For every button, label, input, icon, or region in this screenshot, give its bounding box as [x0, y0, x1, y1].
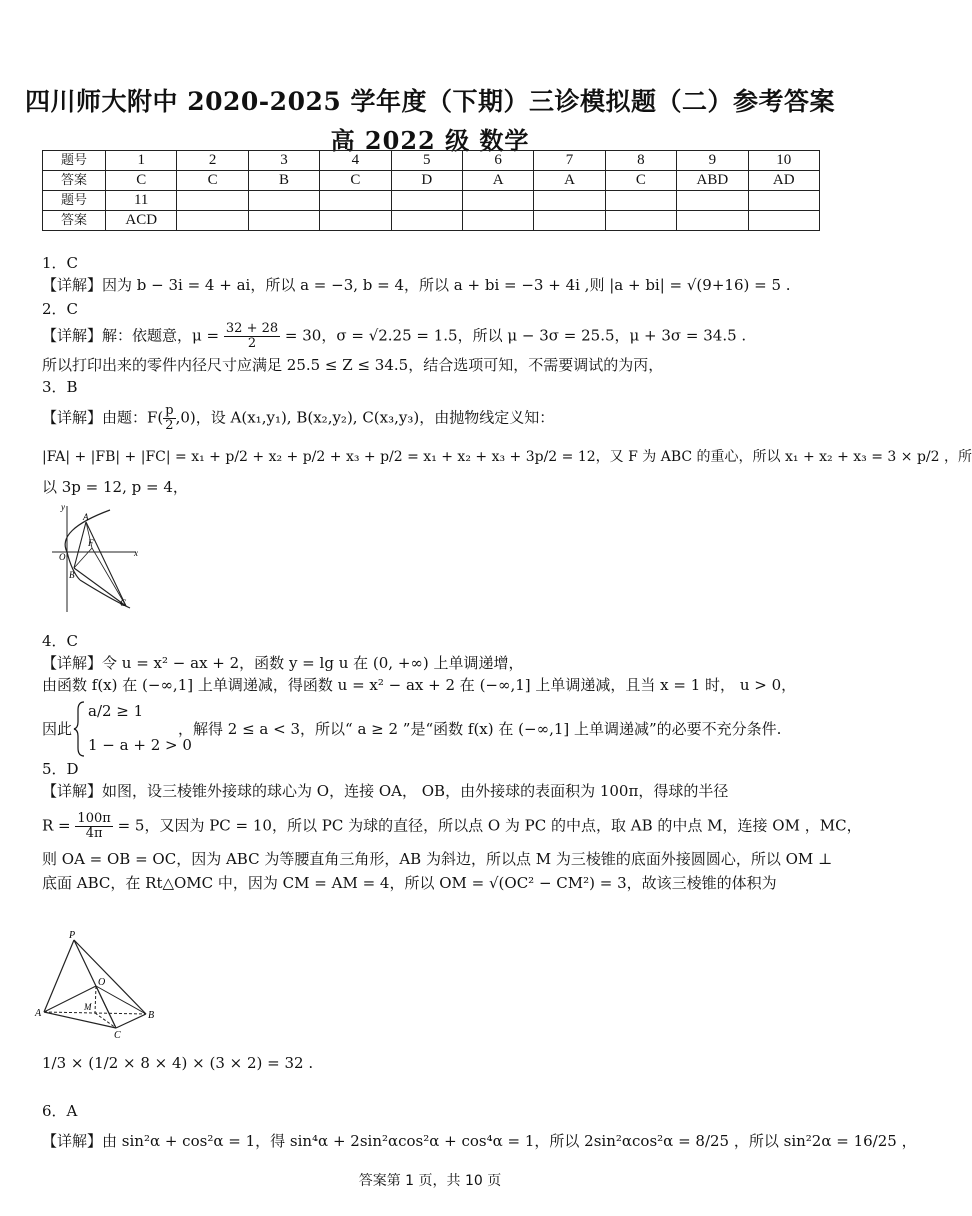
- page-title: 四川师大附中 2020-2025 学年度（下期）三诊模拟题（二）参考答案: [25, 87, 835, 116]
- q4-line1: 令 u = x² − ax + 2，函数 y = lg u 在 (0, +∞) 上单调递增，: [102, 654, 524, 672]
- q5-fig-label-b: B: [148, 1010, 155, 1021]
- answer-cell: [391, 211, 462, 231]
- q2-tag: 【详解】: [42, 326, 103, 345]
- answer-cell: B: [248, 171, 319, 191]
- q5-line1: 如图，设三棱锥外接球的球心为 O，连接 OA， OB，由外接球的表面积为 100π，得球的半径: [102, 782, 729, 800]
- q2-explanation: [42, 322, 746, 351]
- answer-table-row: [43, 211, 820, 231]
- q4-explanation: [42, 652, 524, 674]
- q3-fig-label-o: O: [59, 552, 66, 562]
- q6-heading: 6．A: [42, 1102, 78, 1120]
- answer-cell: [177, 211, 248, 231]
- q5-frac-num: 100π: [77, 811, 111, 826]
- answer-cell: C: [605, 171, 676, 191]
- question-number-cell: 11: [106, 191, 177, 211]
- answer-cell: AD: [748, 171, 819, 191]
- q4-cond1: a/2 ≥ 1: [88, 702, 144, 720]
- q3-fig-label-x: x: [134, 548, 138, 558]
- q5-fig-label-m: M: [84, 1002, 92, 1012]
- q5-pyramid-figure: [34, 928, 164, 1040]
- answer-table-row: [43, 191, 820, 211]
- q6-explanation: [42, 1130, 917, 1152]
- q2-frac-num: 32 + 28: [225, 321, 279, 336]
- q5-fig-label-c: C: [114, 1030, 121, 1041]
- question-number-cell: [677, 191, 748, 211]
- q4-tag: 【详解】: [42, 654, 103, 672]
- q5-fig-label-o: O: [98, 977, 106, 988]
- q2-line1a: 解：依题意，μ =: [102, 326, 220, 345]
- answer-cell: [462, 211, 533, 231]
- answer-cell: [320, 211, 391, 231]
- q3-fig-label-a: A: [83, 512, 89, 522]
- answer-cell: [677, 211, 748, 231]
- q5-line2a: R =: [42, 816, 71, 835]
- answer-table-row: [43, 171, 820, 191]
- answer-cell: C: [106, 171, 177, 191]
- q4-heading: 4．C: [42, 632, 79, 650]
- answer-cell: [605, 211, 676, 231]
- q1-line1: 因为 b − 3i = 4 + ai，所以 a = −3, b = 4，所以 a + bi = −3 + 4i ,则 |a + bi| = √(9+16) = 5 .: [102, 276, 791, 294]
- q5-line5: 1/3 × (1/2 × 8 × 4) × (3 × 2) = 32 .: [42, 1054, 314, 1072]
- q5-fig-label-a: A: [35, 1008, 42, 1019]
- question-number-cell: [391, 191, 462, 211]
- question-number-cell: 5: [391, 151, 462, 171]
- q2-line1b: = 30，σ = √2.25 = 1.5，所以 μ − 3σ = 25.5，μ + 3σ = 34.5 .: [284, 326, 747, 345]
- q5-heading: 5．D: [42, 760, 79, 778]
- q4-line2: 由函数 f(x) 在 (−∞,1] 上单调递减，得函数 u = x² − ax + 2 在 (−∞,1] 上单调递减，且当 x = 1 时， u > 0，: [42, 676, 797, 694]
- question-number-cell: 6: [462, 151, 533, 171]
- question-number-cell: [320, 191, 391, 211]
- q1-tag: 【详解】: [42, 276, 103, 294]
- question-number-cell: [748, 191, 819, 211]
- row-header-answer: 答案: [43, 211, 106, 231]
- q2-fraction: [224, 322, 280, 351]
- question-number-cell: 1: [106, 151, 177, 171]
- q3-fig-label-y: y: [61, 502, 65, 512]
- page-footer: 答案第 1 页，共 10 页: [358, 1173, 502, 1189]
- q3-fig-label-b: B: [69, 570, 75, 580]
- q3-line2: |FA| + |FB| + |FC| = x₁ + p/2 + x₂ + p/2 + x₃ + p/2 = x₁ + x₂ + x₃ + 3p/2 = 12，又 F 为 ABC 的重心，所以 x₁ + x₂ + x₃ = 3 × p/2 ，所: [42, 449, 972, 465]
- q3-frac-num: p: [165, 403, 174, 418]
- answer-cell: ABD: [677, 171, 748, 191]
- q5-tag: 【详解】: [42, 782, 103, 800]
- question-number-cell: [605, 191, 676, 211]
- q2-line2: 所以打印出来的零件内径尺寸应满足 25.5 ≤ Z ≤ 34.5，结合选项可知，不需要调试的为丙，: [42, 356, 664, 374]
- answer-cell: ACD: [106, 211, 177, 231]
- q4-cond2: 1 − a + 2 > 0: [88, 736, 192, 754]
- q2-heading: 2．C: [42, 300, 79, 318]
- answer-table-row: [43, 151, 820, 171]
- question-number-cell: [462, 191, 533, 211]
- q3-heading: 3．B: [42, 378, 78, 396]
- q6-tag: 【详解】: [42, 1132, 103, 1150]
- row-header-answer: 答案: [43, 171, 106, 191]
- q3-parabola-figure: [52, 500, 152, 618]
- q4-line3-lead: 因此: [42, 720, 73, 738]
- question-number-cell: 8: [605, 151, 676, 171]
- q5-frac-den: 4π: [85, 826, 103, 841]
- q3-line1a: 由题：F(: [102, 408, 164, 427]
- q3-line3: 以 3p = 12, p = 4，: [42, 478, 188, 496]
- q5-fraction: [75, 812, 112, 841]
- question-number-cell: 4: [320, 151, 391, 171]
- question-number-cell: 2: [177, 151, 248, 171]
- question-number-cell: 10: [748, 151, 819, 171]
- q5-line2: [42, 812, 862, 841]
- q3-frac-den: 2: [165, 418, 174, 433]
- q3-fig-label-c: C: [120, 598, 127, 608]
- answer-cell: D: [391, 171, 462, 191]
- q3-fig-label-f: F: [88, 538, 94, 548]
- question-number-cell: [177, 191, 248, 211]
- question-number-cell: [248, 191, 319, 211]
- page-subtitle: 高 2022 级 数学: [330, 126, 530, 155]
- answer-cell: [248, 211, 319, 231]
- row-header-question-number: 题号: [43, 151, 106, 171]
- q5-fig-label-p: P: [69, 930, 76, 941]
- question-number-cell: 9: [677, 151, 748, 171]
- q5-line3: 则 OA = OB = OC，因为 ABC 为等腰直角三角形，AB 为斜边，所以点 M 为三棱锥的底面外接圆圆心，所以 OM ⊥: [42, 850, 833, 868]
- row-header-question-number: 题号: [43, 191, 106, 211]
- answer-cell: C: [320, 171, 391, 191]
- q1-heading: 1．C: [42, 254, 79, 272]
- q1-explanation: [42, 274, 791, 296]
- q4-brace: [74, 700, 86, 758]
- q5-explanation: [42, 780, 728, 802]
- answer-cell: [748, 211, 819, 231]
- answer-cell: [534, 211, 605, 231]
- q4-line3-result: ，解得 2 ≤ a < 3，所以“ a ≥ 2 ”是“函数 f(x) 在 (−∞,1] 上单调递减”的必要不充分条件.: [178, 720, 782, 738]
- q3-fraction: [163, 404, 175, 433]
- q5-line4: 底面 ABC，在 Rt△OMC 中，因为 CM = AM = 4，所以 OM = √(OC² − CM²) = 3，故该三棱锥的体积为: [42, 874, 777, 892]
- answer-cell: C: [177, 171, 248, 191]
- answer-table: [42, 150, 820, 231]
- answer-cell: A: [534, 171, 605, 191]
- answer-cell: A: [462, 171, 533, 191]
- question-number-cell: 7: [534, 151, 605, 171]
- q2-frac-den: 2: [247, 336, 257, 351]
- q3-line1b: ,0)，设 A(x₁,y₁), B(x₂,y₂), C(x₃,y₃)，由抛物线定义知：: [175, 408, 555, 427]
- q5-line2b: = 5，又因为 PC = 10，所以 PC 为球的直径，所以点 O 为 PC 的中点，取 AB 的中点 M，连接 OM ，MC，: [117, 816, 862, 835]
- q3-tag: 【详解】: [42, 408, 103, 427]
- question-number-cell: 3: [248, 151, 319, 171]
- q6-line1: 由 sin²α + cos²α = 1，得 sin⁴α + 2sin²αcos²α + cos⁴α = 1，所以 2sin²αcos²α = 8/25 ，所以 sin²2α = 16/25 ，: [102, 1132, 917, 1150]
- q3-explanation: [42, 404, 554, 433]
- question-number-cell: [534, 191, 605, 211]
